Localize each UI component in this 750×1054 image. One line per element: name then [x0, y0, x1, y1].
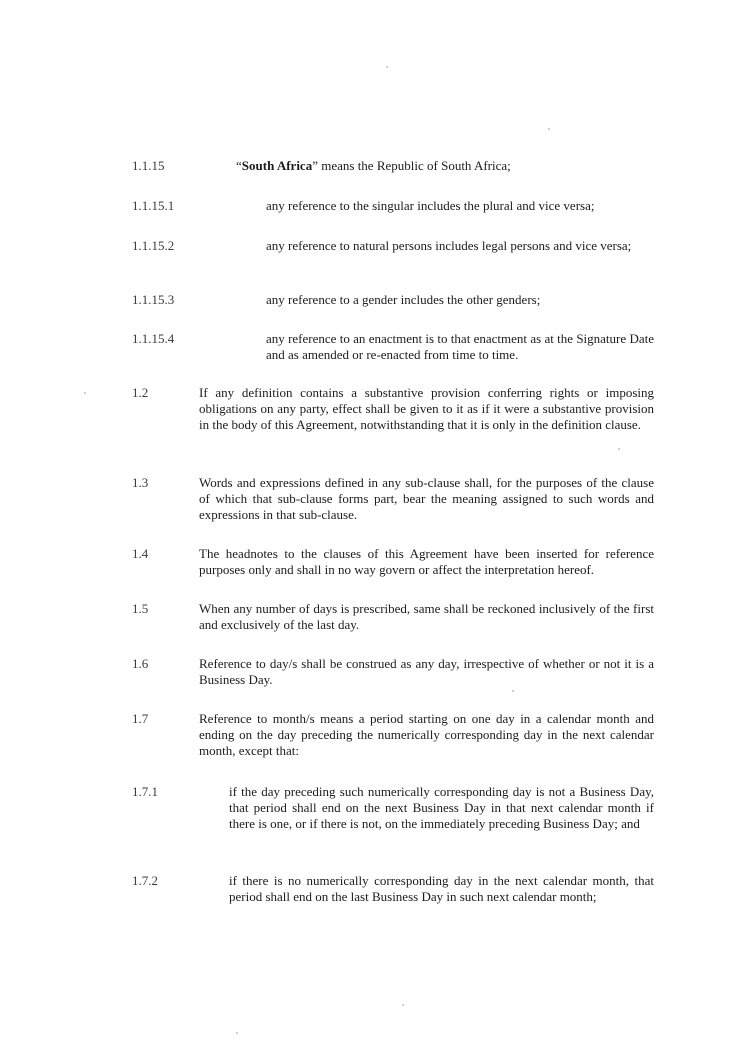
clause-number: 1.3	[132, 475, 149, 490]
scan-speck	[84, 392, 86, 394]
clause-text: if there is no numerically corresponding day in the next calendar month, that period shall end on the last Business Day in such next calendar month;	[229, 873, 654, 904]
clause-text: Words and expressions defined in any sub-clause shall, for the purposes of the clause of which that sub-clause forms part, bear the meaning assigned to such words and expressions in that sub-clause.	[199, 475, 654, 522]
clause-text: any reference to the singular includes the plural and vice versa;	[266, 198, 595, 213]
clause-text: When any number of days is prescribed, same shall be reckoned inclusively of the first and exclusively of the last day.	[199, 601, 654, 632]
clause-text: Reference to day/s shall be construed as any day, irrespective of whether or not it is a Business Day.	[199, 656, 654, 687]
scan-speck	[236, 1032, 238, 1034]
clause-text: any reference to a gender includes the other genders;	[266, 292, 541, 307]
scan-speck	[512, 690, 514, 692]
definition-text: means the Republic of South Africa;	[317, 158, 511, 173]
scan-speck	[386, 66, 388, 68]
clause-text: The headnotes to the clauses of this Agreement have been inserted for reference purposes only and shall in no way govern or affect the interpretation hereof.	[199, 546, 654, 577]
clause-number: 1.4	[132, 546, 149, 561]
clause-text	[236, 158, 652, 174]
clause-number: 1.7.1	[132, 784, 158, 799]
defined-term: South Africa	[241, 158, 313, 173]
clause-number: 1.1.15.4	[132, 331, 175, 346]
clause-text: Reference to month/s means a period starting on one day in a calendar month and ending on the day preceding the numerically corresponding day in the next calendar month, except that:	[199, 711, 654, 758]
clause-text: if the day preceding such numerically corresponding day is not a Business Day, that period shall end on the next Business Day in that next calendar month if there is one, or if there is not, on the immediately preceding Business Day; and	[229, 784, 654, 831]
clause-number: 1.5	[132, 601, 149, 616]
clause-text: If any definition contains a substantive provision conferring rights or imposing obligations on any party, effect shall be given to it as if it were a substantive provision in the body of this Agreement, notwithstanding that it is only in the definition clause.	[199, 385, 654, 432]
clause-text: any reference to natural persons includes legal persons and vice versa;	[266, 238, 632, 253]
scan-speck	[618, 448, 620, 450]
clause-number: 1.1.15.3	[132, 292, 175, 307]
quote-open: “	[236, 158, 242, 173]
clause-number: 1.7	[132, 711, 149, 726]
clause-number: 1.1.15.2	[132, 238, 175, 253]
clause-number: 1.7.2	[132, 873, 158, 888]
scan-speck	[402, 1004, 404, 1006]
quote-close: ”	[312, 158, 318, 173]
clause-number: 1.1.15	[132, 158, 165, 173]
scan-speck	[548, 128, 550, 130]
clause-text: any reference to an enactment is to that enactment as at the Signature Date and as amended or re-enacted from time to time.	[266, 331, 654, 362]
clause-number: 1.2	[132, 385, 149, 400]
clause-number: 1.6	[132, 656, 149, 671]
clause-number: 1.1.15.1	[132, 198, 175, 213]
